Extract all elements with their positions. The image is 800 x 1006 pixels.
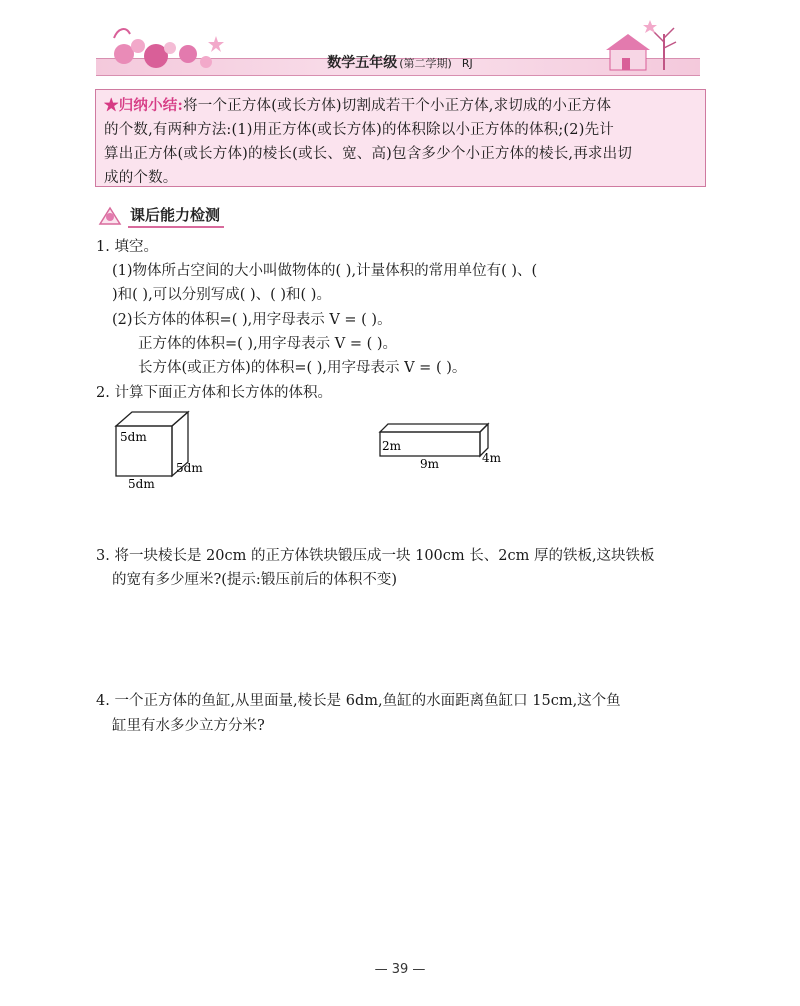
summary-line-2: 的个数,有两种方法:(1)用正方体(或长方体)的体积除以小正方体的体积;(2)先计 <box>104 122 614 138</box>
cube-depth-label: 5dm <box>176 461 203 475</box>
summary-line-1 <box>104 94 697 118</box>
cube-figure <box>110 408 220 494</box>
semester-label: (第二学期) <box>399 57 452 70</box>
q4-line-1: 4. 一个正方体的鱼缸,从里面量,棱长是 6dm,鱼缸的水面距离鱼缸口 15cm,这个鱼 <box>96 693 621 709</box>
q2-heading: 2. 计算下面正方体和长方体的体积。 <box>96 385 332 401</box>
cuboid-height-label: 2m <box>382 439 402 453</box>
summary-box <box>95 89 706 187</box>
q1-line-2: )和( ),可以分别写成( )、( )和( )。 <box>112 287 331 303</box>
edition-label: RJ <box>461 57 473 70</box>
q1-line-4: 正方体的体积=( ),用字母表示 V = ( )。 <box>138 336 398 352</box>
q1-line-3: (2)长方体的体积=( ),用字母表示 V = ( )。 <box>112 312 392 328</box>
q1-heading: 1. 填空。 <box>96 239 158 255</box>
summary-line-4: 成的个数。 <box>104 170 178 186</box>
cube-height-label: 5dm <box>120 430 147 444</box>
header-title <box>0 52 800 72</box>
section-flower-icon <box>96 204 124 228</box>
cuboid-width-label: 4m <box>482 451 502 465</box>
q3-line-2: 的宽有多少厘米?(提示:锻压前后的体积不变) <box>112 572 397 588</box>
section-heading <box>96 203 224 229</box>
q1-line-5: 长方体(或正方体)的体积=( ),用字母表示 V = ( )。 <box>138 360 467 376</box>
summary-line-3: 算出正方体(或长方体)的棱长(或长、宽、高)包含多少个小正方体的棱长,再求出切 <box>104 146 633 162</box>
cuboid-length-label: 9m <box>420 457 440 471</box>
cube-width-label: 5dm <box>128 477 155 491</box>
page-number: — 39 — <box>374 962 426 977</box>
book-title: 数学五年级 <box>327 55 398 71</box>
section-title: 课后能力检测 <box>128 204 224 228</box>
summary-lead: ★归纳小结: <box>104 97 184 114</box>
q1-line-1: (1)物体所占空间的大小叫做物体的( ),计量体积的常用单位有( )、( <box>112 263 538 279</box>
q3-line-1: 3. 将一块棱长是 20cm 的正方体铁块锻压成一块 100cm 长、2cm 厚的铁板,这块铁板 <box>96 548 655 564</box>
cuboid-figure <box>374 420 504 476</box>
q4-line-2: 缸里有水多少立方分米? <box>112 718 265 734</box>
summary-line-1-text: 将一个正方体(或长方体)切割成若干个小正方体,求切成的小正方体 <box>183 98 612 114</box>
